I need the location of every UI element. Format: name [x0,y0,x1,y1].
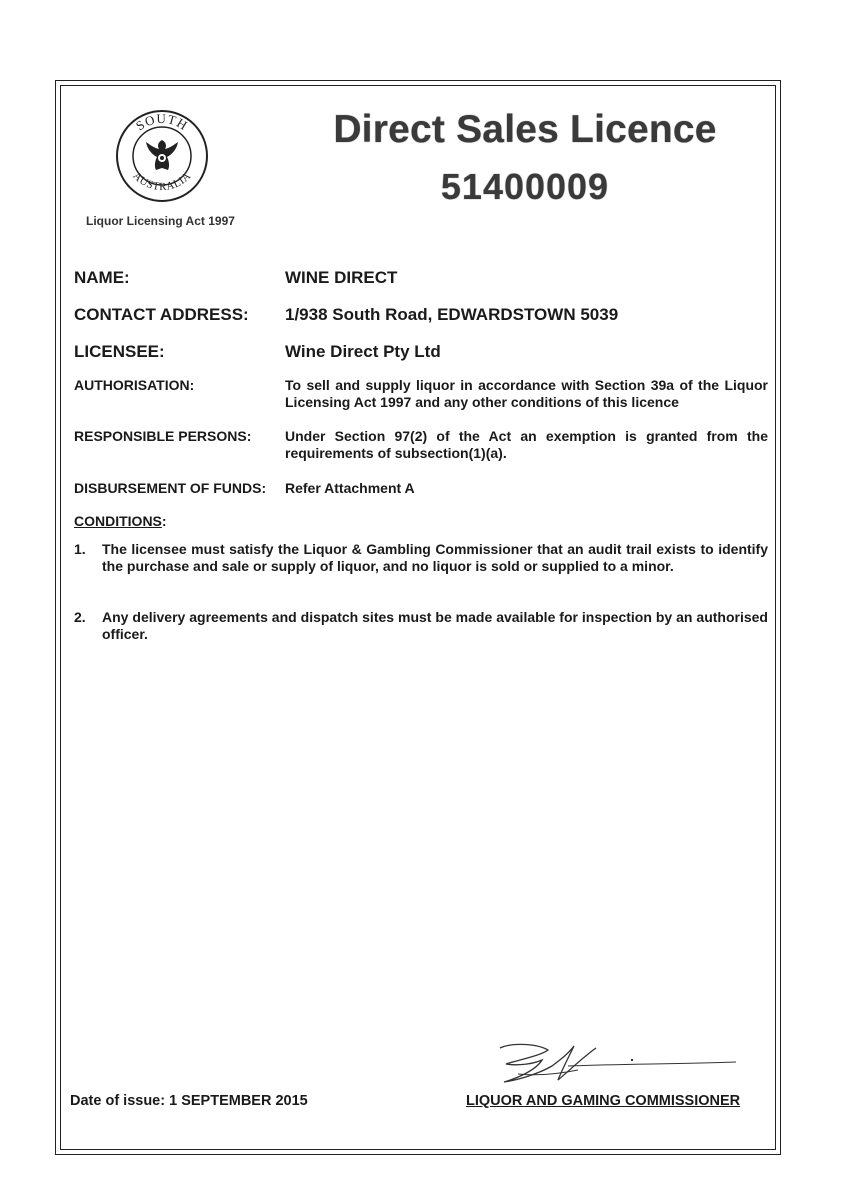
date-of-issue: Date of issue: 1 SEPTEMBER 2015 [70,1093,308,1109]
conditions-heading: CONDITIONS: [74,513,167,529]
condition-text: The licensee must satisfy the Liquor & Gambling Commissioner that an audit trail exists to identify the purchase and sale or supply of liquor, and no liquor is sold or supplied to a minor. [102,541,768,574]
condition-text: Any delivery agreements and dispatch sites must be made available for inspection by an authorised officer. [102,609,768,642]
condition-number: 1. [74,541,86,557]
authorisation-label: AUTHORISATION: [74,377,195,393]
name-value: WINE DIRECT [285,268,398,287]
disbursement-value: Refer Attachment A [285,480,415,496]
page-title: Direct Sales Licence [333,108,717,151]
act-caption: Liquor Licensing Act 1997 [86,214,235,228]
contact-address-label: CONTACT ADDRESS: [74,305,249,324]
svg-text:AUSTRALIA: AUSTRALIA [130,169,194,194]
name-label: NAME: [74,268,130,287]
commissioner-signature [478,1030,748,1090]
licensee-label: LICENSEE: [74,342,165,361]
licensee-value: Wine Direct Pty Ltd [285,342,441,361]
south-australia-seal-icon [114,108,210,204]
responsible-persons-value: Under Section 97(2) of the Act an exemption is granted from the requirements of subsection(1)(a). [285,428,768,461]
svg-text:SOUTH: SOUTH [133,110,191,134]
licence-number: 51400009 [440,166,610,207]
signatory-title: LIQUOR AND GAMING COMMISSIONER [466,1093,741,1109]
responsible-persons-label: RESPONSIBLE PERSONS: [74,428,252,444]
authorisation-value: To sell and supply liquor in accordance with Section 39a of the Liquor Licensing Act 1997 and any other conditions of this licence [285,377,768,410]
condition-number: 2. [74,609,86,625]
disbursement-label: DISBURSEMENT OF FUNDS: [74,480,267,496]
contact-address-value: 1/938 South Road, EDWARDSTOWN 5039 [285,305,619,324]
